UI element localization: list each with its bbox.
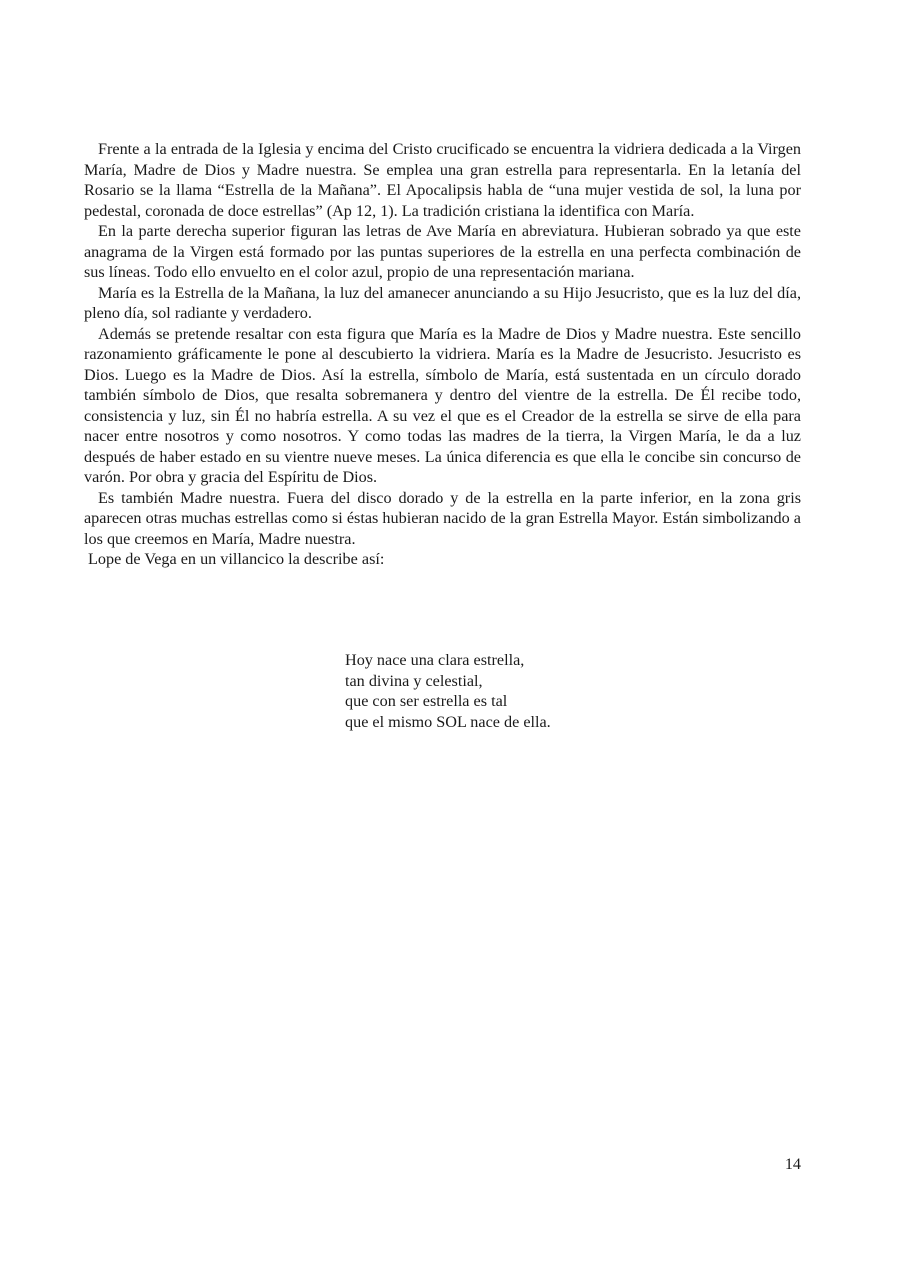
paragraph: En la parte derecha superior figuran las letras de Ave María en abreviatura. Hubieran sobrado ya que este anagrama de la Virgen está formado por las puntas superiores de la estrella en una perfecta combinación de sus líneas. Todo ello envuelto en el color azul, propio de una representación mariana. xyxy=(84,222,801,281)
poem-introduction: Lope de Vega en un villancico la describe así: xyxy=(88,550,385,568)
poem-line: tan divina y celestial, xyxy=(345,671,483,690)
poem-line: Hoy nace una clara estrella, xyxy=(345,651,525,669)
poem-line: que el mismo SOL nace de ella. xyxy=(345,712,551,731)
paragraph: María es la Estrella de la Mañana, la luz del amanecer anunciando a su Hijo Jesucristo, que es la luz del día, pleno día, sol radiante y verdadero. xyxy=(84,283,801,322)
body-text xyxy=(84,139,801,570)
paragraph: Además se pretende resaltar con esta figura que María es la Madre de Dios y Madre nuestra. Este sencillo razonamiento gráficamente le pone al descubierto la vidriera. María es la Madre de Jesucristo. Jesucristo es Dios. Luego es la Madre de Dios. Así la estrella, símbolo de María, está sustentada en un círculo dorado también símbolo de Dios, que resalta sobremanera y dentro del vientre de la estrella. De Él recibe todo, consistencia y luz, sin Él no habría estrella. A su vez el que es el Creador de la estrella se sirve de ella para nacer entre nosotros y como nosotros. Y como todas las madres de la tierra, la Virgen María, le da a luz después de haber estado en su vientre nueve meses. La única diferencia es que ella le concibe sin concurso de varón. Por obra y gracia del Espíritu de Dios. xyxy=(84,324,801,486)
paragraph: Frente a la entrada de la Iglesia y encima del Cristo crucificado se encuentra la vidriera dedicada a la Virgen María, Madre de Dios y Madre nuestra. Se emplea una gran estrella para representarla. En la letanía del Rosario se la llama “Estrella de la Mañana”. El Apocalipsis habla de “una mujer vestida de sol, la luna por pedestal, coronada de doce estrellas” (Ap 12, 1). La tradición cristiana la identifica con María. xyxy=(84,140,801,220)
poem-line: que con ser estrella es tal xyxy=(345,692,508,710)
poem-stanza xyxy=(345,650,551,732)
paragraph: Es también Madre nuestra. Fuera del disco dorado y de la estrella en la parte inferior, en la zona gris aparecen otras muchas estrellas como si éstas hubieran nacido de la gran Estrella Mayor. Están simbolizando a los que creemos en María, Madre nuestra. xyxy=(84,488,801,548)
page-number: 14 xyxy=(784,1155,801,1173)
